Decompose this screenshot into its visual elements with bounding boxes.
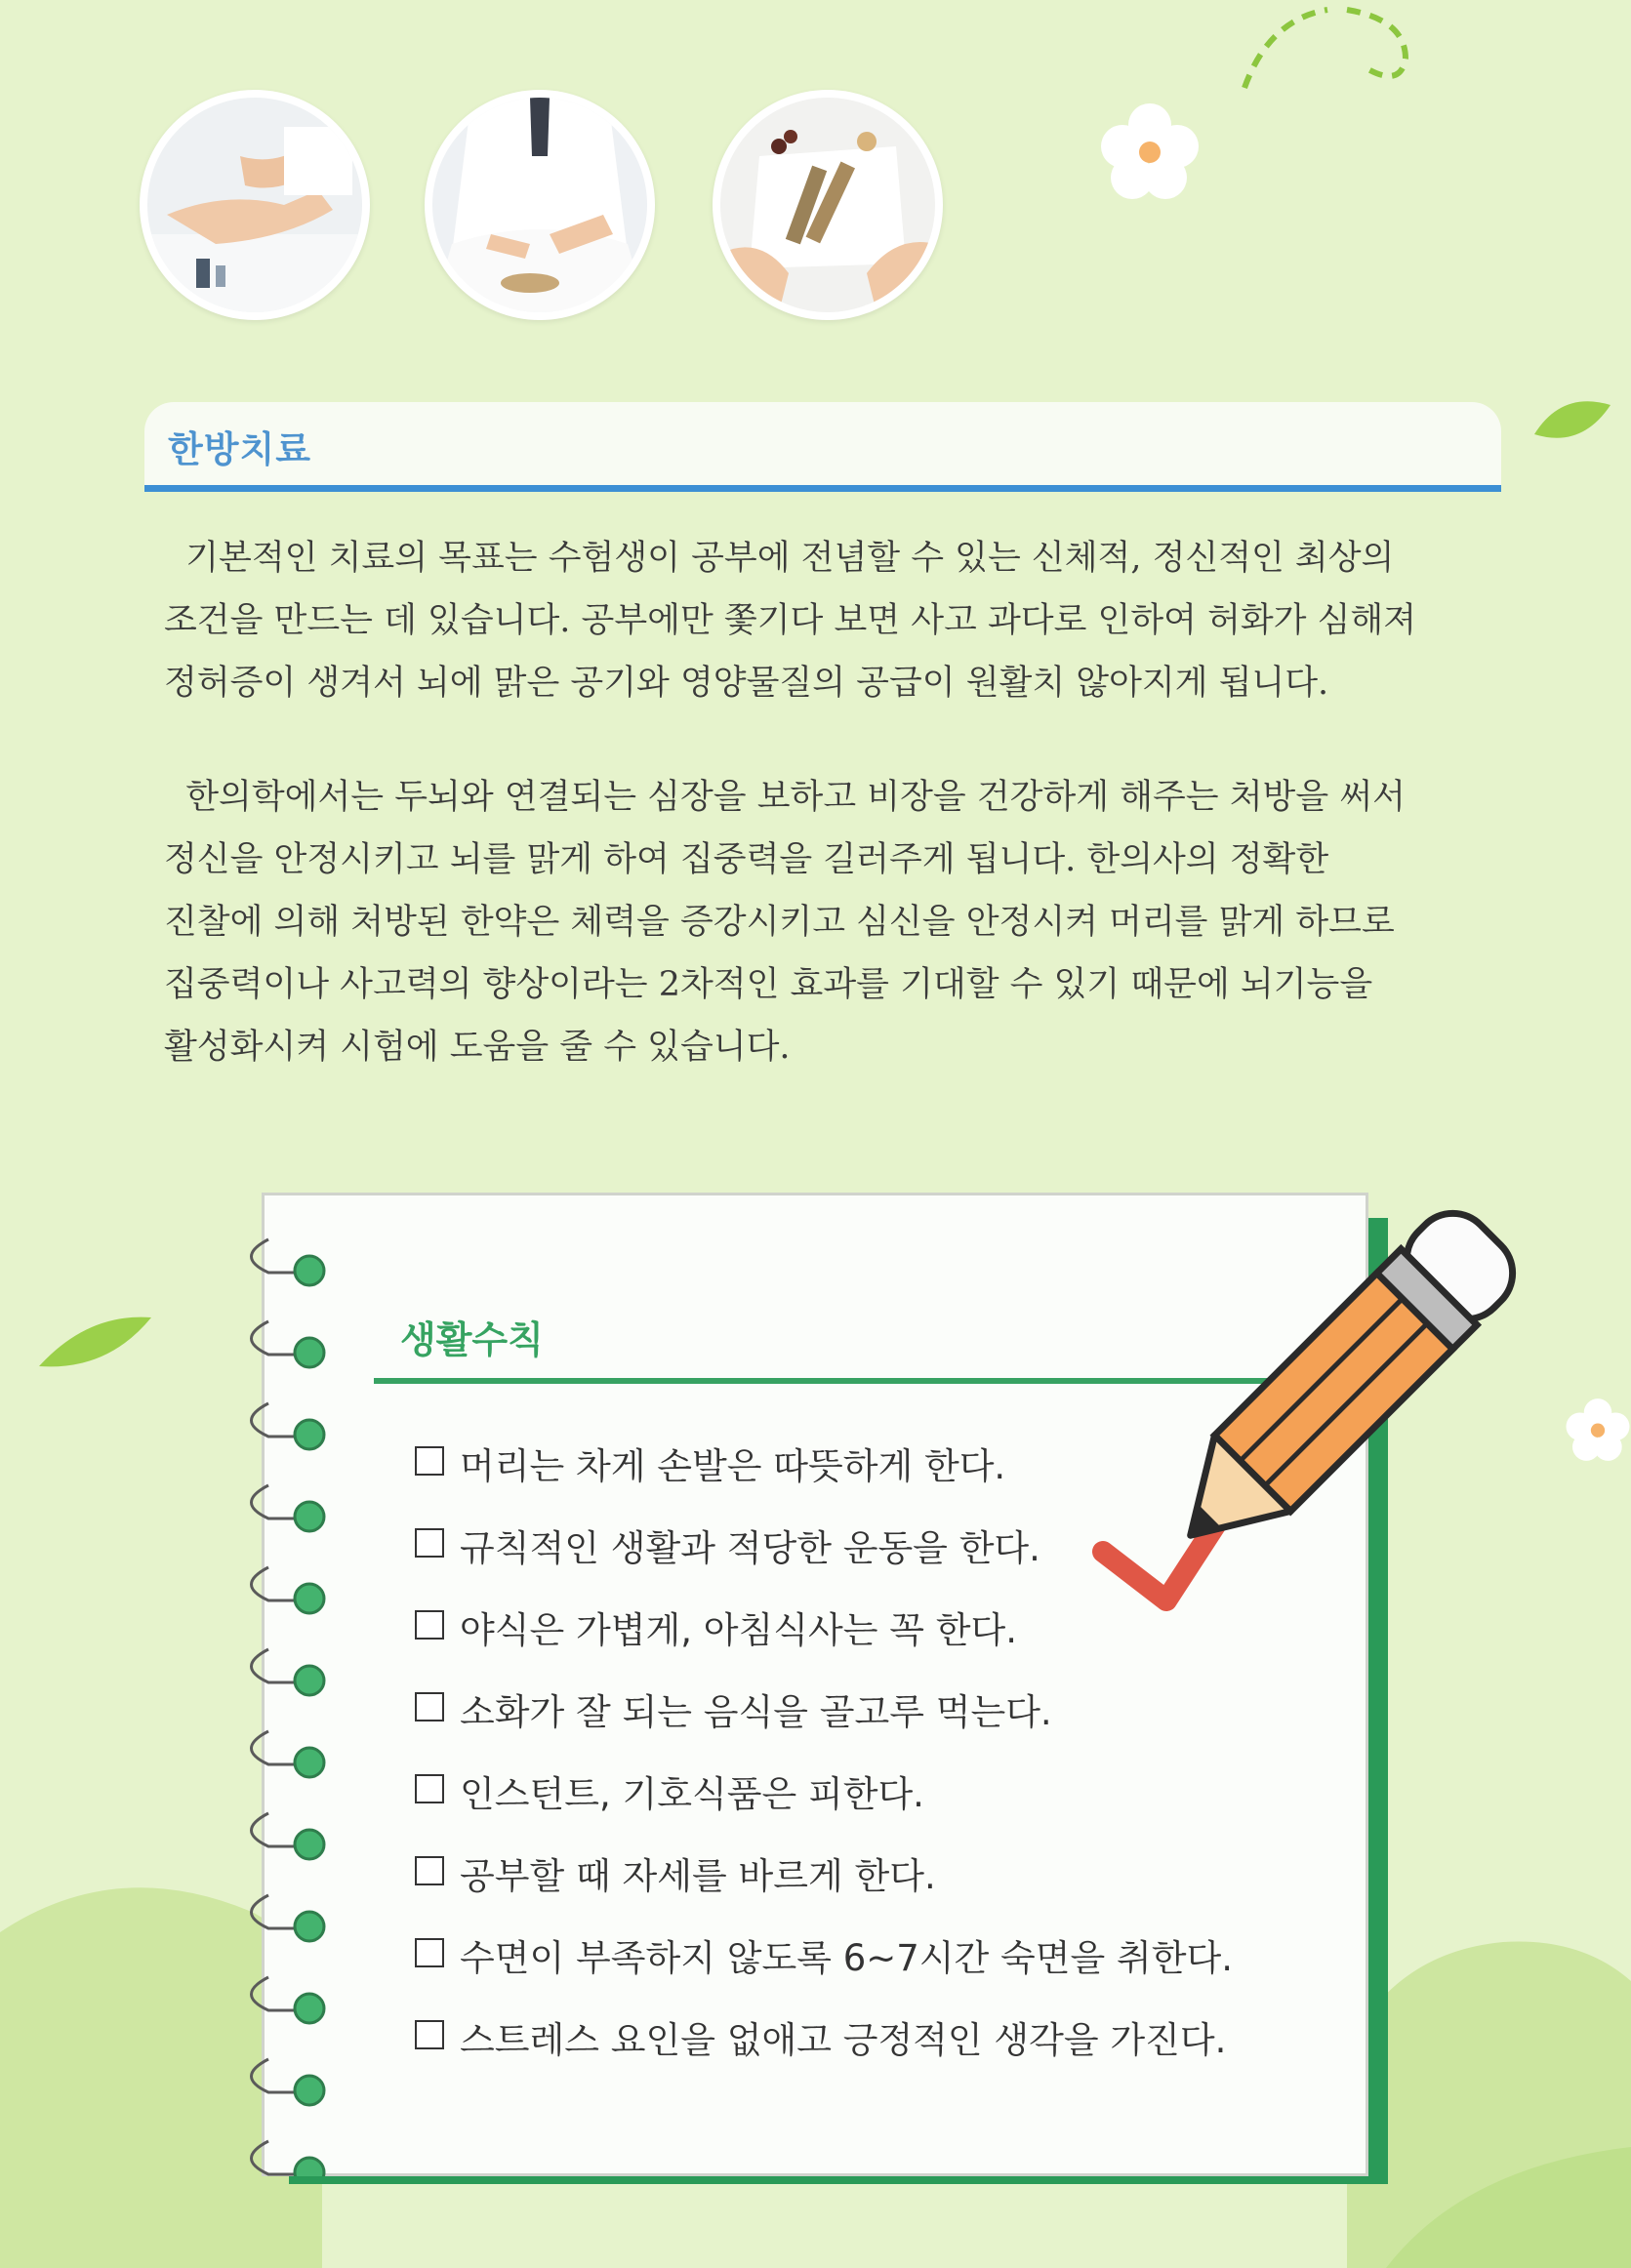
pencil-icon	[1074, 1171, 1581, 1640]
checklist-item	[415, 2010, 1233, 2092]
spiral-hole	[295, 2158, 324, 2176]
spiral-hole	[295, 1256, 324, 1285]
checklist-item-label: 수면이 부족하지 않도록 6~7시간 숙면을 취한다.	[460, 1937, 1234, 1979]
spiral-hole	[295, 1502, 324, 1531]
spiral-ring	[252, 1567, 299, 1600]
checklist-item	[415, 1846, 1233, 1928]
checklist-item	[415, 1928, 1233, 2010]
spiral-ring	[252, 1813, 299, 1846]
paragraph-oriental-medicine	[164, 766, 1484, 1078]
paragraph-line: 활성화시켜 시험에 도움을 줄 수 있습니다.	[164, 1028, 791, 1067]
spiral-ring	[252, 1403, 299, 1437]
checklist-item-label: 인스턴트, 기호식품은 피한다.	[460, 1773, 924, 1815]
paragraph-line: 한의학에서는 두뇌와 연결되는 심장을 보하고 비장을 건강하게 해주는 처방을 써서	[164, 778, 1406, 817]
pulse-diagnosis-photo	[140, 90, 370, 320]
spiral-hole	[295, 1994, 324, 2023]
checkbox-icon[interactable]	[415, 1528, 444, 1558]
spiral-ring	[252, 1321, 299, 1355]
spiral-hole	[295, 1666, 324, 1695]
checklist-item-label: 머리는 차게 손발은 따뜻하게 한다.	[460, 1445, 1006, 1487]
flower-decoration-top	[1091, 98, 1208, 205]
checkbox-icon[interactable]	[415, 1610, 444, 1640]
spiral-hole	[295, 1584, 324, 1613]
spiral-ring	[252, 1649, 299, 1682]
paragraph-line: 정허증이 생겨서 뇌에 맑은 공기와 영양물질의 공급이 원활치 않아지게 됩니다.	[164, 664, 1329, 703]
paragraph-line: 기본적인 치료의 목표는 수험생이 공부에 전념할 수 있는 신체적, 정신적인 최상의	[164, 539, 1395, 578]
checkbox-icon[interactable]	[415, 1774, 444, 1803]
checkbox-icon[interactable]	[415, 1938, 444, 1967]
paragraph-line: 조건을 만드는 데 있습니다. 공부에만 쫓기다 보면 사고 과다로 인하여 허화가 심해져	[164, 601, 1417, 640]
checklist-item-label: 야식은 가볍게, 아침식사는 꼭 한다.	[460, 1609, 1017, 1651]
paragraph-line: 집중력이나 사고력의 향상이라는 2차적인 효과를 기대할 수 있기 때문에 뇌기능을	[164, 965, 1373, 1004]
paragraph-line: 정신을 안정시키고 뇌를 맑게 하여 집중력을 길러주게 됩니다. 한의사의 정확한	[164, 840, 1329, 879]
checkbox-icon[interactable]	[415, 1446, 444, 1476]
spiral-ring	[252, 2141, 299, 2174]
section-title: 한방치료	[168, 428, 311, 470]
spiral-ring	[252, 1239, 299, 1273]
notebook-spiral-rings	[239, 1200, 337, 2176]
spiral-ring	[252, 1485, 299, 1519]
checklist-item-label: 소화가 잘 되는 음식을 골고루 먹는다.	[460, 1691, 1052, 1733]
checkbox-icon[interactable]	[415, 1856, 444, 1885]
section-title-underline	[144, 485, 1501, 492]
checkbox-icon[interactable]	[415, 1692, 444, 1721]
spiral-hole	[295, 2076, 324, 2105]
checklist-item-label: 공부할 때 자세를 바르게 한다.	[460, 1855, 936, 1897]
paragraph-line: 진찰에 의해 처방된 한약은 체력을 증강시키고 심신을 안정시켜 머리를 맑게 하므로	[164, 903, 1395, 942]
doctor-writing-prescription-photo	[425, 90, 655, 320]
spiral-ring	[252, 1977, 299, 2010]
checklist-item	[415, 1764, 1233, 1846]
spiral-hole	[295, 1912, 324, 1941]
checklist-item	[415, 1682, 1233, 1764]
spiral-ring	[252, 2059, 299, 2092]
section-title-box	[144, 402, 1501, 492]
checkbox-icon[interactable]	[415, 2020, 444, 2049]
spiral-ring	[252, 1895, 299, 1928]
spiral-hole	[295, 1830, 324, 1859]
notebook-title: 생활수칙	[400, 1318, 544, 1361]
spiral-hole	[295, 1420, 324, 1449]
checklist-item-label: 규칙적인 생활과 적당한 운동을 한다.	[460, 1527, 1040, 1569]
paragraph-treatment-goal	[164, 527, 1484, 714]
herbal-medicine-photo	[713, 90, 943, 320]
checklist-item-label: 스트레스 요인을 없애고 긍정적인 생각을 가진다.	[460, 2019, 1227, 2061]
spiral-hole	[295, 1748, 324, 1777]
spiral-hole	[295, 1338, 324, 1367]
spiral-ring	[252, 1731, 299, 1764]
